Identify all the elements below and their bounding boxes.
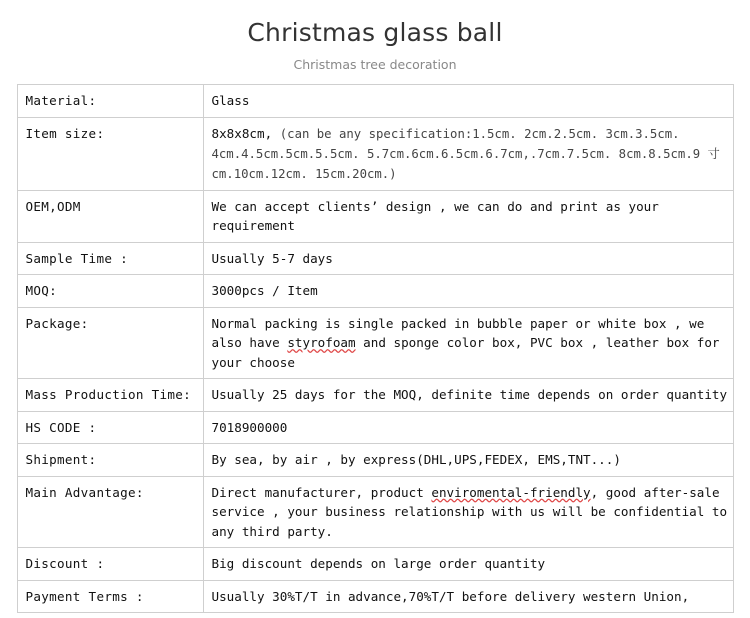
- row-value: We can accept clients’ design , we can do and print as your requirement: [203, 190, 733, 242]
- row-label: Material:: [17, 85, 203, 118]
- row-value: Glass: [203, 85, 733, 118]
- row-value-pre: Normal packing is single packed in bubble paper or white box , we also have: [211, 315, 705, 351]
- row-value: 7018900000: [203, 411, 733, 444]
- row-label: Package:: [17, 307, 203, 379]
- table-row: [17, 548, 733, 581]
- table-row: [17, 307, 733, 379]
- table-row: [17, 444, 733, 477]
- row-value: Usually 5-7 days: [203, 242, 733, 275]
- page-title: Christmas glass ball: [247, 18, 503, 47]
- table-row: [17, 85, 733, 118]
- row-value: Usually 30%T/T in advance,70%T/T before delivery western Union,: [203, 580, 733, 613]
- table-row: [17, 580, 733, 613]
- row-label: HS CODE :: [17, 411, 203, 444]
- row-value: [203, 117, 733, 190]
- row-label: Sample Time :: [17, 242, 203, 275]
- table-row: [17, 117, 733, 190]
- table-row: [17, 242, 733, 275]
- row-value-spellcheck: styrofoam: [287, 335, 356, 351]
- row-label: MOQ:: [17, 275, 203, 308]
- row-value-main: 8x8x8cm,: [211, 125, 273, 141]
- table-row: [17, 476, 733, 548]
- row-value-post: , good after-sale service , your business relationship with us will be confidential to any third party.: [211, 484, 728, 539]
- row-value-pre: Direct manufacturer, product: [211, 484, 432, 500]
- row-value-note: (can be any specification:1.5cm. 2cm.2.5cm. 3cm.3.5cm. 4cm.4.5cm.5cm.5.5cm. 5.7cm.6cm.6.5cm.6.7cm,.7cm.7.5cm. 8cm.8.5cm.9 寸cm.10cm.12cm. 15cm.20cm.): [211, 126, 720, 181]
- row-value: 3000pcs / Item: [203, 275, 733, 308]
- row-value: [203, 476, 733, 548]
- row-label: Mass Production Time:: [17, 379, 203, 412]
- row-value: [203, 307, 733, 379]
- row-value: Big discount depends on large order quantity: [203, 548, 733, 581]
- row-value-spellcheck: enviromental-friendly: [431, 484, 591, 500]
- row-value: Usually 25 days for the MOQ, definite time depends on order quantity: [203, 379, 733, 412]
- row-label: Shipment:: [17, 444, 203, 477]
- table-row: [17, 190, 733, 242]
- row-value-post: and sponge color box, PVC box , leather box for your choose: [211, 335, 720, 370]
- page-subtitle: Christmas tree decoration: [293, 57, 457, 72]
- table-row: [17, 379, 733, 412]
- table-row: [17, 275, 733, 308]
- row-label: Main Advantage:: [17, 476, 203, 548]
- specification-table: [17, 84, 734, 613]
- row-value: By sea, by air , by express(DHL,UPS,FEDEX, EMS,TNT...): [203, 444, 733, 477]
- row-label: OEM,ODM: [17, 190, 203, 242]
- row-label: Discount :: [17, 548, 203, 581]
- row-label: Item size:: [17, 117, 203, 190]
- table-row: [17, 411, 733, 444]
- row-label: Payment Terms :: [17, 580, 203, 613]
- document-page: [0, 18, 750, 618]
